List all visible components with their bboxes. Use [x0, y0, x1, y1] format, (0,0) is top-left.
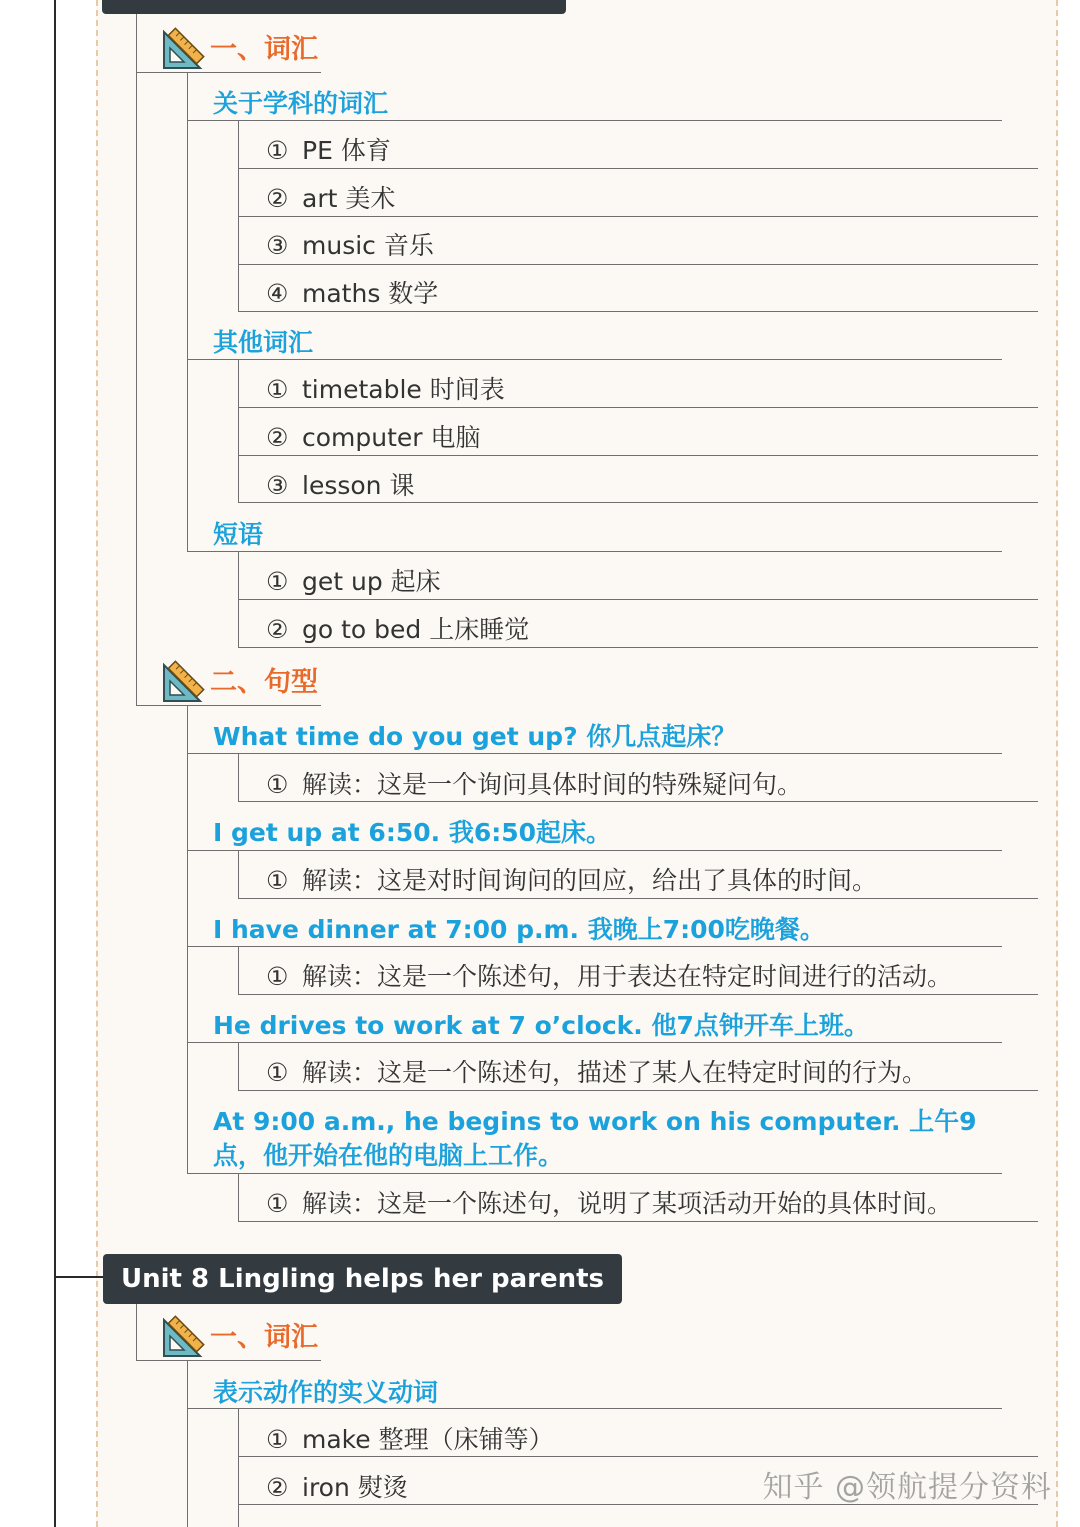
connector	[187, 850, 1002, 851]
connector	[187, 72, 188, 552]
subheading[interactable]: 短语	[213, 520, 264, 549]
connector	[238, 359, 239, 503]
list-item[interactable]	[266, 1187, 952, 1221]
connector	[238, 994, 1038, 995]
item-text: lesson 课	[302, 471, 415, 500]
list-item[interactable]	[266, 864, 877, 898]
connector	[136, 14, 137, 706]
list-item[interactable]	[266, 277, 438, 311]
connector	[238, 1221, 1038, 1222]
connector	[187, 1173, 1002, 1174]
item-text: get up 起床	[302, 567, 441, 596]
item-number: ③	[266, 231, 289, 260]
list-item[interactable]	[266, 1056, 927, 1090]
item-text: art 美术	[302, 184, 396, 213]
item-number: ①	[266, 1425, 289, 1454]
item-number: ②	[266, 615, 289, 644]
subheading[interactable]: What time do you get up? 你几点起床？	[213, 722, 737, 751]
connector	[238, 1173, 239, 1221]
connector	[238, 311, 1038, 312]
item-number: ①	[266, 866, 289, 895]
section-title[interactable]: 一、词汇	[210, 34, 318, 65]
list-item[interactable]	[266, 1471, 408, 1505]
connector	[136, 72, 321, 73]
ruler-triangle-icon	[160, 659, 206, 705]
connector	[238, 264, 1038, 265]
item-text: go to bed 上床睡觉	[302, 615, 530, 644]
subheading[interactable]: At 9:00 a.m., he begins to work on his computer. 上午9点，他开始在他的电脑上工作。	[213, 1107, 977, 1170]
connector	[136, 1302, 137, 1360]
watermark: 知乎 @领航提分资料	[762, 1470, 1052, 1505]
item-text: iron 熨烫	[302, 1473, 408, 1502]
list-item[interactable]	[266, 768, 802, 802]
connector	[187, 1360, 188, 1527]
item-text: 解读：这是一个陈述句，描述了某人在特定时间的行为。	[302, 1058, 928, 1087]
section-title[interactable]: 一、词汇	[210, 1322, 318, 1353]
connector	[238, 1090, 1038, 1091]
item-text: 解读：这是一个陈述句，用于表达在特定时间进行的活动。	[302, 962, 953, 991]
connector	[238, 168, 1038, 169]
list-item[interactable]	[266, 613, 529, 647]
item-number: ①	[266, 1189, 289, 1218]
item-number: ②	[266, 1473, 289, 1502]
unit8-title-box[interactable]: Unit 8 Lingling helps her parents	[103, 1254, 622, 1304]
subheading[interactable]: He drives to work at 7 o’clock. 他7点钟开车上班。	[213, 1011, 869, 1040]
connector	[238, 946, 239, 994]
list-item[interactable]	[266, 373, 505, 407]
item-number: ②	[266, 423, 289, 452]
connector	[238, 216, 1038, 217]
connector	[238, 407, 1038, 408]
item-number: ②	[266, 184, 289, 213]
subheading[interactable]: I have dinner at 7:00 p.m. 我晚上7:00吃晚餐。	[213, 915, 825, 944]
list-item[interactable]	[266, 469, 414, 503]
item-text: 解读：这是对时间询问的回应，给出了具体的时间。	[302, 866, 878, 895]
unit7-title-box[interactable]	[102, 0, 566, 14]
item-number: ①	[266, 375, 289, 404]
connector	[136, 705, 321, 706]
item-text: computer 电脑	[302, 423, 481, 452]
connector	[238, 850, 239, 898]
connector	[238, 753, 239, 801]
subheading[interactable]: 表示动作的实义动词	[213, 1378, 439, 1407]
connector	[187, 551, 1002, 552]
ruler-triangle-icon	[160, 1314, 206, 1360]
subheading[interactable]: I get up at 6:50. 我6:50起床。	[213, 818, 611, 847]
list-item[interactable]	[266, 229, 434, 263]
section-title[interactable]: 二、句型	[210, 667, 318, 698]
list-item[interactable]	[266, 565, 441, 599]
connector	[238, 455, 1038, 456]
connector	[238, 599, 1038, 600]
item-number: ①	[266, 136, 289, 165]
subheading[interactable]: 关于学科的词汇	[213, 89, 389, 118]
item-number: ①	[266, 770, 289, 799]
connector	[238, 1042, 239, 1090]
connector	[136, 1360, 321, 1361]
item-text: music 音乐	[302, 231, 434, 260]
item-text: make 整理（床铺等）	[302, 1425, 554, 1454]
item-number: ③	[266, 471, 289, 500]
list-item[interactable]	[266, 1423, 554, 1457]
item-text: 解读：这是一个询问具体时间的特殊疑问句。	[302, 770, 803, 799]
list-item[interactable]	[266, 960, 952, 994]
connector	[238, 898, 1038, 899]
connector	[238, 1408, 239, 1527]
item-text: timetable 时间表	[302, 375, 505, 404]
list-item[interactable]	[266, 182, 395, 216]
trunk-branch-unit8	[54, 1276, 104, 1278]
ruler-triangle-icon	[160, 26, 206, 72]
item-text: PE 体育	[302, 136, 391, 165]
item-number: ①	[266, 567, 289, 596]
item-number: ④	[266, 279, 289, 308]
item-text: maths 数学	[302, 279, 439, 308]
connector	[238, 647, 1038, 648]
item-number: ①	[266, 1058, 289, 1087]
item-text: 解读：这是一个陈述句，说明了某项活动开始的具体时间。	[302, 1189, 953, 1218]
connector	[187, 705, 188, 1173]
list-item[interactable]	[266, 134, 391, 168]
mindmap-trunk	[54, 0, 56, 1527]
item-number: ①	[266, 962, 289, 991]
list-item[interactable]	[266, 421, 481, 455]
subheading[interactable]: 其他词汇	[213, 328, 314, 357]
